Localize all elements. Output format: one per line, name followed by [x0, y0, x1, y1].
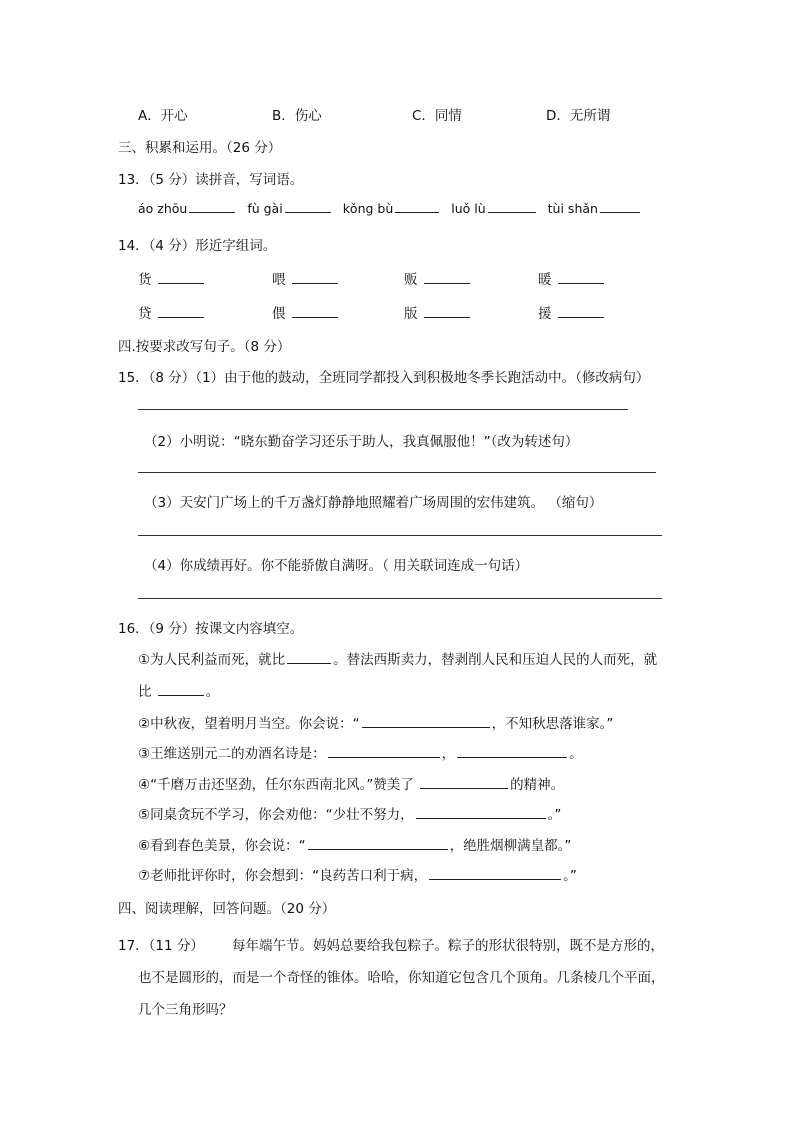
question-15-part-1: 15．（8 分）（1）由于他的鼓动，全班同学都投入到积极地冬季长跑活动中。（修改病句）	[118, 370, 650, 386]
pinyin: kǒng bù	[342, 201, 394, 216]
item-text: 的精神。	[510, 777, 565, 793]
item-text: ②中秋夜，望着明月当空。你会说：“	[138, 716, 360, 732]
question-15-part-4: （4）你成绩再好。你不能骄傲自满呀。（ 用关联词连成一句话）	[144, 558, 529, 574]
answer-line	[138, 409, 628, 410]
char: 货	[138, 272, 152, 288]
answer-line	[138, 535, 662, 536]
item-text: 。	[205, 684, 220, 700]
fill-item-7	[138, 864, 577, 884]
item-text: ③王维送别元二的劝酒名诗是：	[138, 746, 326, 762]
answer-blank	[416, 817, 546, 819]
char: 喂	[272, 272, 286, 288]
pinyin: fù gài	[247, 201, 283, 216]
answer-blank	[429, 878, 561, 880]
item-text: 。”	[547, 807, 562, 823]
answer-blank	[287, 662, 331, 664]
char: 贷	[138, 306, 152, 322]
item-text: ，不知秋思落谁家。”	[491, 716, 614, 732]
item-text: ，	[441, 746, 456, 762]
answer-blank	[424, 282, 470, 284]
char-item	[272, 302, 340, 322]
answer-line	[138, 472, 656, 473]
section-title: 四.按要求改写句子。（8 分）	[118, 339, 291, 355]
item-text: ①为人民利益而死，就比	[138, 652, 286, 668]
answer-blank	[292, 282, 338, 284]
item-text: 。”	[563, 868, 577, 884]
item-text: 。	[569, 746, 583, 762]
char-item	[538, 302, 606, 322]
answer-blank	[600, 211, 640, 213]
answer-blank	[285, 211, 331, 213]
question-15-part-2: （2）小明说：“晓东勤奋学习还乐于助人，我真佩服他！”（改为转述句）	[144, 434, 579, 450]
answer-blank	[328, 756, 440, 758]
passage-line: 几个三角形吗？	[138, 1002, 233, 1018]
answer-blank	[158, 694, 204, 696]
item-text: ⑦老师批评你时，你会想到：“良药苦口利于病，	[138, 868, 428, 884]
char-item	[404, 302, 472, 322]
answer-blank	[158, 282, 204, 284]
question-13-stem: 13．（5 分）读拼音，写词语。	[118, 172, 304, 188]
question-16-stem: 16．（9 分）按课文内容填空。	[118, 621, 304, 637]
fill-item-6	[138, 834, 571, 854]
char: 偎	[272, 306, 286, 322]
answer-blank	[558, 282, 604, 284]
option-d: D．无所谓	[546, 108, 611, 124]
answer-blank	[420, 787, 508, 789]
char-item	[272, 268, 340, 288]
section-title: 三、积累和运用。（26 分）	[118, 140, 282, 156]
fill-item-4	[138, 773, 564, 793]
item-text: ⑥看到春色美景，你会说：“	[138, 838, 306, 854]
option-b: B．伤心	[272, 108, 322, 124]
question-15-part-3: （3）天安门广场上的千万盏灯静静地照耀着广场周围的宏伟建筑。 （缩句）	[144, 495, 603, 511]
pinyin: luǒ lù	[451, 201, 486, 216]
passage-line: 每年端午节。妈妈总要给我包粽子。粽子的形状很特别，既不是方形的，	[232, 938, 664, 954]
char-item	[138, 268, 206, 288]
fill-item-3	[138, 742, 583, 762]
char-item	[538, 268, 606, 288]
item-text: ④“千磨万击还坚劲，任尔东西南北风。”赞美了	[138, 777, 414, 793]
char: 援	[538, 306, 552, 322]
answer-blank	[424, 316, 470, 318]
item-text: 。替法西斯卖力，替剥削人民和压迫人民的人而死，就	[333, 652, 658, 668]
answer-blank	[457, 756, 567, 758]
pinyin: áo zhōu	[138, 201, 188, 216]
pinyin-row	[138, 201, 642, 216]
char: 贩	[404, 272, 418, 288]
answer-blank	[308, 848, 448, 850]
fill-item-1	[138, 648, 657, 668]
fill-item-2	[138, 712, 613, 732]
answer-blank	[488, 211, 536, 213]
item-text: ，绝胜烟柳满皇都。”	[449, 838, 572, 854]
passage-line: 也不是圆形的，而是一个奇怪的锥体。哈哈，你知道它包含几个顶角。几条棱几个平面，	[138, 970, 665, 986]
question-14-stem: 14．（4 分）形近字组词。	[118, 238, 277, 254]
answer-blank	[395, 211, 439, 213]
answer-blank	[189, 211, 235, 213]
fill-item-1-cont	[138, 680, 219, 700]
item-text: 比	[138, 684, 152, 700]
answer-blank	[292, 316, 338, 318]
answer-blank	[158, 316, 204, 318]
fill-item-5	[138, 803, 561, 823]
section-title: 四、阅读理解，回答问题。（20 分）	[118, 901, 336, 917]
char: 暖	[538, 272, 552, 288]
option-a: A．开心	[138, 108, 188, 124]
char-item	[404, 268, 472, 288]
answer-blank	[362, 726, 490, 728]
answer-line	[138, 598, 662, 599]
char: 版	[404, 306, 418, 322]
option-c: C．同情	[412, 108, 462, 124]
pinyin: tùi shǎn	[547, 201, 598, 216]
char-item	[138, 302, 206, 322]
answer-blank	[558, 316, 604, 318]
item-text: ⑤同桌贪玩不学习，你会劝他：“少壮不努力，	[138, 807, 414, 823]
question-17-number: 17．（11 分）	[118, 938, 204, 954]
